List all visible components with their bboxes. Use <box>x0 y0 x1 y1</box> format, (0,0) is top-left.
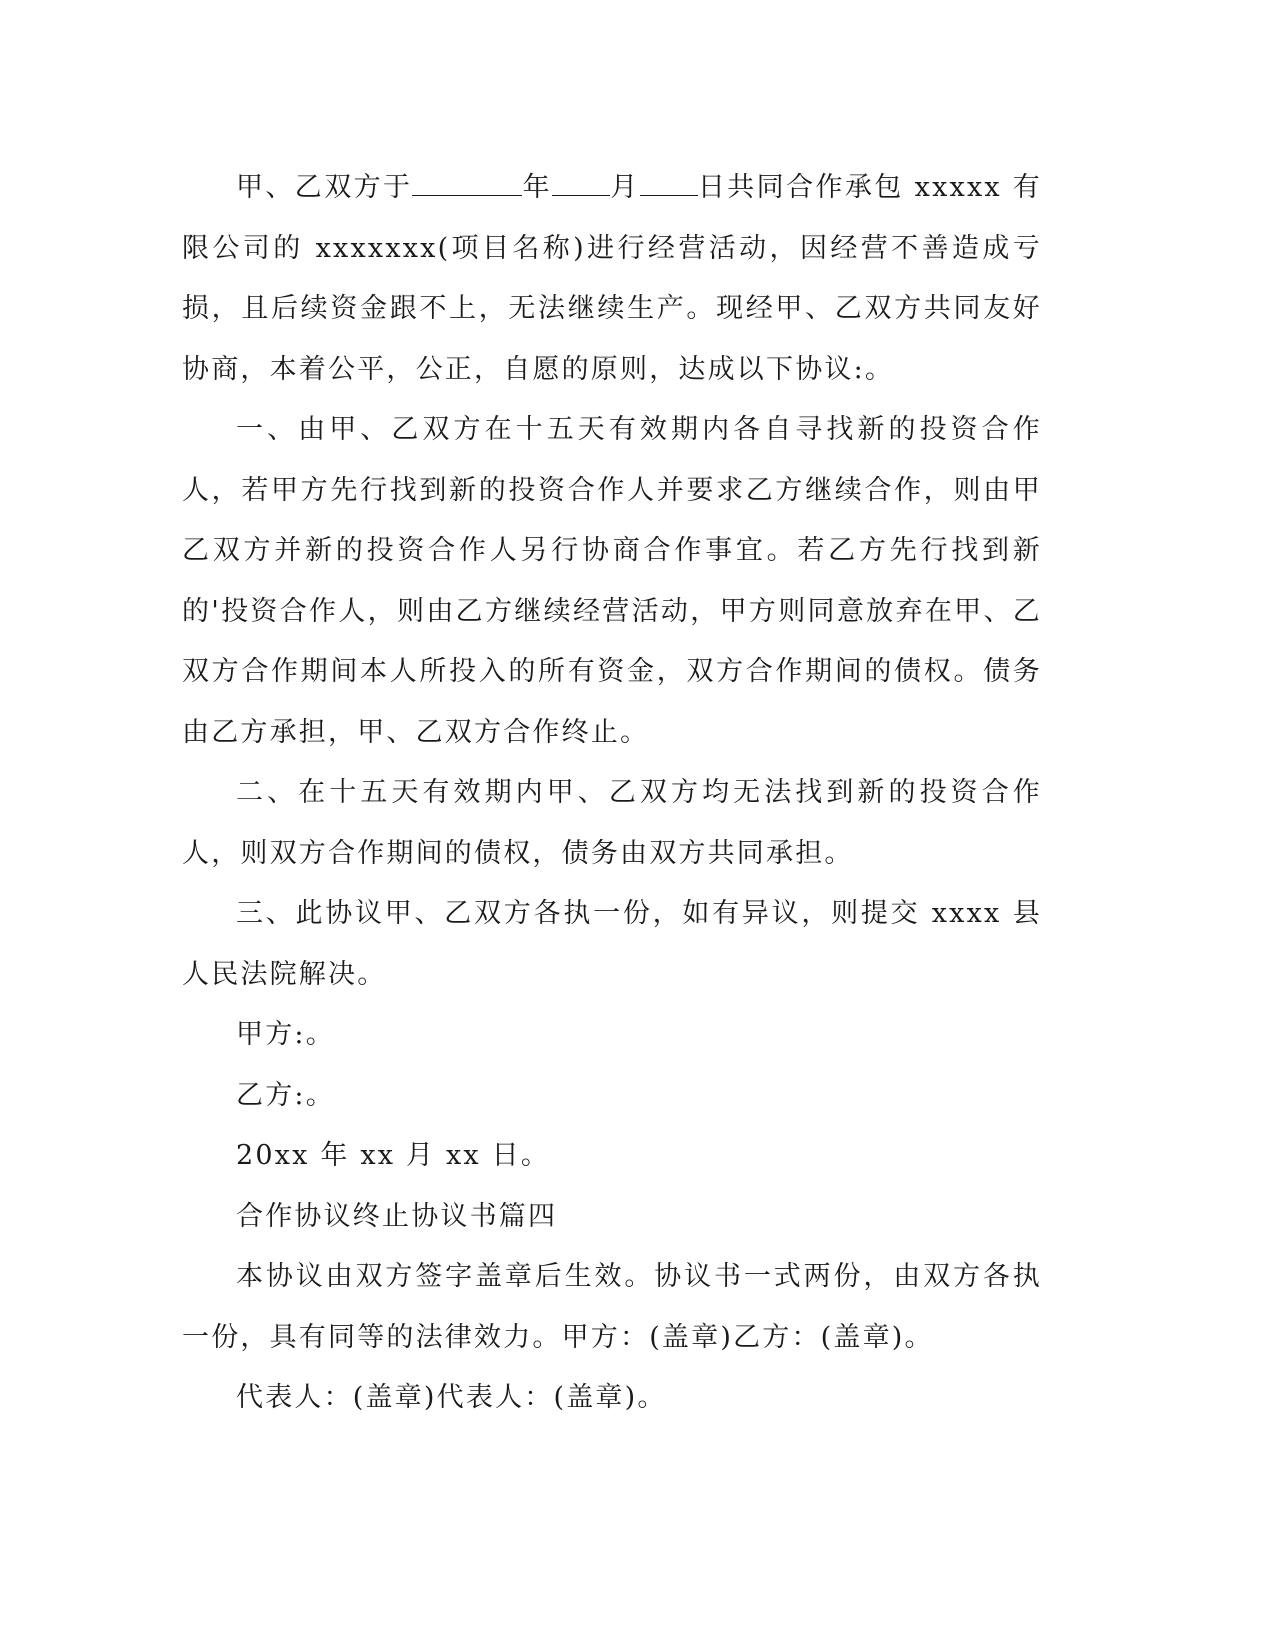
party-b-signature-line: 乙方:。 <box>236 1079 335 1111</box>
party-a-signature-line: 甲方:。 <box>236 1019 335 1050</box>
preamble-part-b: 年 <box>522 172 553 203</box>
date-line: 20xx 年 xx 月 xx 日。 <box>236 1140 551 1171</box>
year-blank <box>412 165 522 196</box>
document-body <box>182 158 1042 1429</box>
clause-two: 二、在十五天有效期内甲、乙双方均无法找到新的投资合作人，则双方合作期间的债权，债务由双方共同承担。 <box>182 777 1042 869</box>
section-heading: 合作协议终止协议书篇四 <box>236 1200 558 1232</box>
month-blank <box>552 165 610 196</box>
clause-three: 三、此协议甲、乙双方各执一份，如有异议，则提交 xxxx 县人民法院解决。 <box>182 898 1042 990</box>
paragraph-preamble <box>182 158 1042 400</box>
preamble-part-a: 甲、乙双方于 <box>236 172 413 203</box>
effect-clause: 本协议由双方签字盖章后生效。协议书一式两份，由双方各执一份，具有同等的法律效力。甲方：(盖章)乙方：(盖章)。 <box>182 1261 1042 1353</box>
representative-line: 代表人：(盖章)代表人：(盖章)。 <box>236 1382 667 1413</box>
preamble-part-c: 月 <box>610 172 640 203</box>
day-blank <box>640 165 698 196</box>
clause-one: 一、由甲、乙双方在十五天有效期内各自寻找新的投资合作人，若甲方先行找到新的投资合作人并要求乙方继续合作，则由甲乙双方并新的投资合作人另行协商合作事宜。若乙方先行找到新的'投资合作人，则由乙方继续经营活动，甲方则同意放弃在甲、乙双方合作期间本人所投入的所有资金，双方合作期间的债权。债务由乙方承担，甲、乙双方合作终止。 <box>182 414 1042 748</box>
preamble-part-d: 日共同合作承包 xxxxx 有限公司的 xxxxxxx(项目名称)进行经营活动，因经营不善造成亏损，且后续资金跟不上，无法继续生产。现经甲、乙双方共同友好协商，本着公平，公正，自愿的原则，达成以下协议:。 <box>182 172 1042 385</box>
